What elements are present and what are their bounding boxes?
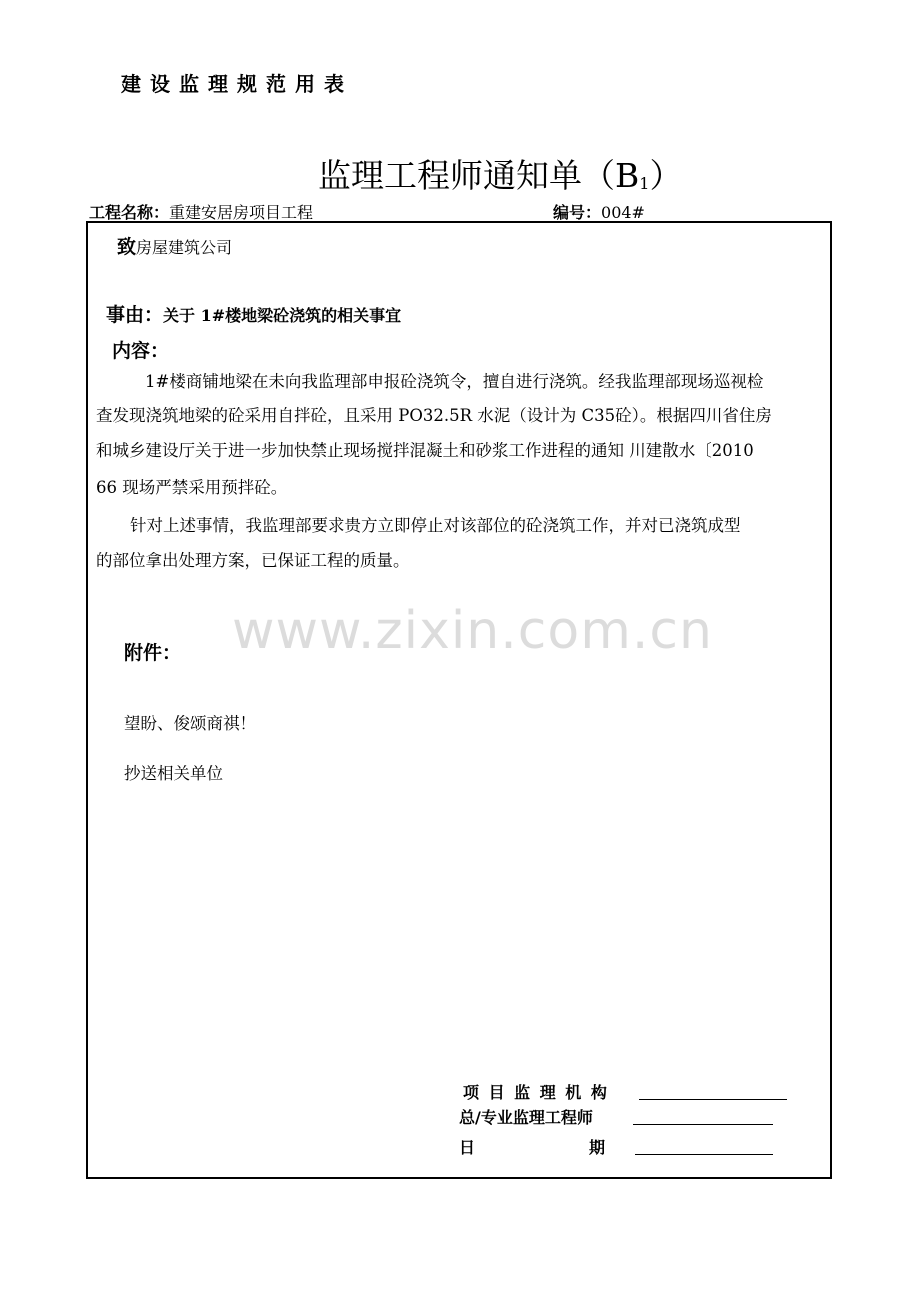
closing-remark: 望盼、俊颂商祺！ [124, 714, 256, 733]
document-number-row [553, 200, 645, 223]
subject-value: 关于 1#楼地梁砼浇筑的相关事宜 [163, 306, 402, 325]
content-line-3: 和城乡建设厅关于进一步加快禁止现场搅拌混凝土和砂浆工作进程的通知 川建散水〔2010 [96, 441, 754, 460]
document-number-value: 004# [601, 203, 645, 222]
content-line-5: 针对上述事情，我监理部要求贵方立即停止对该部位的砼浇筑工作，并对已浇筑成型 [130, 516, 741, 535]
document-title-close: ） [649, 156, 683, 195]
addressee-label: 致 [117, 236, 137, 258]
carbon-copy-line: 抄送相关单位 [124, 764, 223, 783]
document-title [318, 150, 682, 197]
project-name-value: 重建安居房项目工程 [169, 203, 314, 222]
content-line-4: 66 现场严禁采用预拌砼。 [96, 478, 288, 497]
site-watermark: www.zixin.com.cn [232, 601, 713, 661]
engineer-signature-line [633, 1124, 773, 1125]
date-label-second-char: 期 [589, 1138, 606, 1157]
notice-form-frame [86, 221, 832, 1179]
project-name-row [89, 200, 313, 223]
subject-line [106, 300, 401, 327]
content-line-1: 1#楼商铺地梁在未向我监理部申报砼浇筑令，擅自进行浇筑。经我监理部现场巡视检 [145, 372, 764, 391]
content-line-6: 的部位拿出处理方案，已保证工程的质量。 [96, 551, 410, 570]
addressee-value: 房屋建筑公司 [136, 238, 233, 257]
document-number-label: 编号： [553, 203, 602, 222]
date-signature-line [635, 1154, 773, 1155]
content-heading: 内容： [112, 340, 170, 362]
project-name-label: 工程名称： [89, 203, 170, 222]
subject-label: 事由： [106, 304, 164, 326]
addressee-line [117, 232, 232, 259]
document-title-subscript: 1 [639, 174, 650, 193]
attachment-heading: 附件： [124, 642, 182, 664]
document-title-main: 监理工程师通知单（B [318, 156, 640, 195]
content-line-2: 查发现浇筑地梁的砼采用自拌砼，且采用 PO32.5R 水泥（设计为 C35砼）。根据四川省住房 [96, 406, 772, 425]
supervision-org-label: 项 目 监 理 机 构 [463, 1083, 609, 1102]
supervision-org-signature-line [639, 1099, 787, 1100]
engineer-label: 总/专业监理工程师 [459, 1108, 593, 1127]
form-category-label: 建设监理规范用表 [121, 72, 353, 96]
date-label-first-char: 日 [459, 1138, 476, 1157]
